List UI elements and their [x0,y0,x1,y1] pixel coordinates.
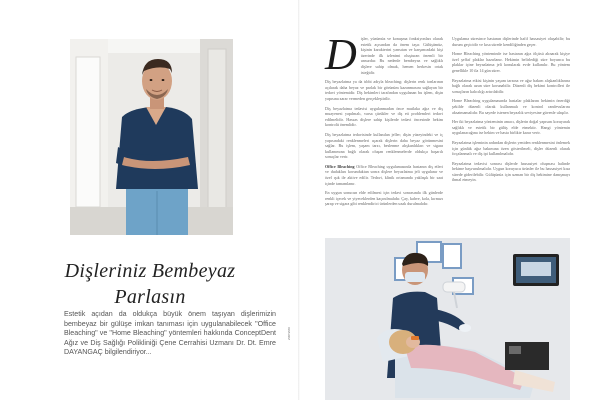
body-column-1 [325,30,443,211]
paragraph: Home Bleaching yönteminde ise hastanın ağız ölçüsü alınarak kişiye özel şeffaf plaklar hazırlanır. Hekimin belirlediği süre boyunca bu plaklar içine beyazlatma jeli konularak evde kullanılır. Bu yöntem genellikle 10 ila 14 gün sürer. [452,51,570,73]
article-intro: Estetik açıdan da oldukça büyük önem taşıyan dişlerimizin bembeyaz bir gülüşe imkan tanıması için uygulanabilecek "Office Bleaching" ve "Home Bleaching" yöntemleri hakkında ConceptDent Ağız ve Diş Sağlığı Polikliniği Çene Cerrahisi Uzmanı Dr. Dt. Emre DAYANGAÇ bilgilendiriyor... [64,310,276,357]
paragraph: Her iki beyazlatma yönteminin amacı, dişlerin doğal yapısını koruyarak sağlıklı ve estetik bir gülüş elde etmektir. Hangi yöntemin uygulanacağına ise hekim ve hasta birlikte karar verir. [452,119,570,136]
paragraph: Uygulama süresince hastanın dişlerinde hafif hassasiyet oluşabilir; bu durum geçicidir ve kısa sürede kendiliğinden geçer. [452,36,570,47]
subhead-office-bleaching: Office Bleaching [325,163,355,169]
paragraph: Diş beyazlatma ya da tıbbi adıyla bleaching; dişlerin renk tonlarının açılarak daha beyaz ve parlak bir görünüm kazanmasını sağlayan bir tedavi yöntemidir. Diş hekimleri tarafından uygulanan bu işlem, dişin yapısına zarar vermeden gerçekleştirilir. [325,79,443,101]
drop-cap: D [325,30,357,79]
paragraph: Home Bleaching uygulamasında hastalar plaklarını hekimin önerdiği şekilde düzenli olarak kullanmalı ve kontrol randevularını aksatmamalıdır. Bu sayede istenen beyazlık seviyesine güvenle ulaşılır. [452,98,570,115]
body-column-2 [452,36,570,187]
paragraph: Beyazlatma tedavisi sonrası dişlerde hassasiyet oluşması halinde hekime başvurulmalıdır. Uygun koruyucu ürünler ile bu hassasiyet kısa sürede giderilebilir. Gülüşünüz için uzman bir diş hekimine danışmayı ihmal etmeyin. [452,160,570,183]
paragraph: Beyazlatma işleminin ardından dişlerin yeniden renklenmesini önlemek için günlük ağız bakımına özen gösterilmeli, dişler düzenli olarak fırçalanmalı ve diş ipi kullanılmalıdır. [452,139,570,157]
treatment-photo-illustration [325,238,570,400]
paragraph: işler, yüzümüz ve konuşma fonksiyonları olarak estetik açısından da önem taşır. Gülüşümüz, kişinin karakterini yansıtan ve karşımızdaki kişi üzerinde ilk izlenimi oluşturan önemli bir unsurdur. Bu nedenle bembeyaz ve sağlıklı dişlere sahip olmak, hemen herkesin ortak isteğidir. [360,36,443,75]
paragraph: Beyazlatma etkisi kişinin yaşam tarzına ve ağız bakım alışkanlıklarına bağlı olarak uzun süre korunabilir. Düzenli diş hekimi kontrolleri ile sonuçların kalıcılığı artırılabilir. [452,77,570,94]
headline-line-2: Parlasın [114,286,186,308]
dentist-portrait-illustration [70,39,233,235]
paragraph: En uygun sonucun elde edilmesi için tedavi sonrasında ilk günlerde renkli içecek ve yiyeceklerden kaçınılmalıdır. Çay, kahve, kola, kırmızı şarap ve sigara gibi renklendirici ürünlerden uzak durulmalıdır. [325,190,443,207]
treatment-photo [325,238,570,400]
page-marker: zamanı [286,326,291,340]
paragraph: Diş beyazlatma tedavisinde kullanılan jeller; dişin yüzeyindeki ve iç yapısındaki renklenmeleri açarak dişlerin daha beyaz görünmesini sağlar. Bu işlem, yaşam tarzı, beslenme alışkanlıkları ve sigara kullanımına bağlı olarak oluşan renklenmelerde oldukça başarılı sonuçlar verir. [325,131,443,160]
paragraph [325,164,443,186]
headline-line-1: Dişleriniz Bembeyaz [64,260,236,282]
dentist-portrait [70,39,233,235]
paragraph-text: Office Bleaching uygulamasında hastanın diş etleri ve dudakları korunduktan sonra dişlere beyazlatma jeli uygulanır ve özel ışık ile aktive edilir. Tedavi, klinik ortamında yaklaşık bir saat içinde tamamlanır. [325,163,443,186]
paragraph: Diş beyazlatma tedavisi uygulanmadan önce mutlaka ağız ve diş muayenesi yapılmalı, varsa çürükler ve diş eti problemleri tedavi edilmelidir. Hassas dişlere sahip kişilerde tedavi öncesinde hekim kontrolü önemlidir. [325,105,443,128]
article-headline [30,258,270,310]
